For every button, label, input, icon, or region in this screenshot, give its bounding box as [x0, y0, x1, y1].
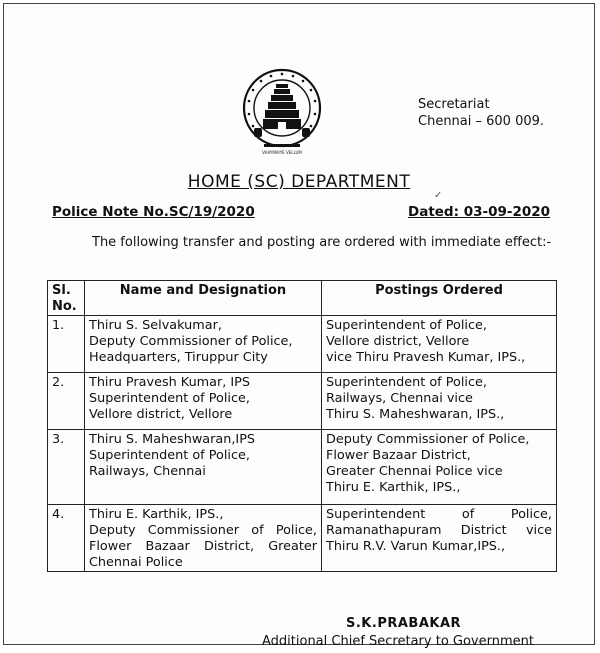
- sl-cell: 3.: [48, 430, 85, 505]
- table-row: [48, 316, 557, 373]
- table-row: [48, 505, 557, 572]
- department-title: [4, 172, 594, 192]
- name-cell: Thiru S. Maheshwaran,IPS Superintendent of Police, Railways, Chennai: [85, 430, 322, 505]
- posting-cell: Superintendent of Police, Vellore district, Vellore vice Thiru Pravesh Kumar, IPS.,: [322, 316, 557, 373]
- col-header-name: Name and Designation: [85, 281, 322, 316]
- document-page: [3, 3, 595, 649]
- name-cell: Thiru Pravesh Kumar, IPS Superintendent of Police, Vellore district, Vellore: [85, 373, 322, 430]
- city-pincode-line: Chennai – 600 009.: [418, 114, 545, 129]
- col-header-sl-no: Sl. No.: [48, 281, 85, 316]
- department-title-text: HOME (SC) DEPARTMENT: [187, 172, 411, 192]
- posting-cell: Superintendent of Police, Ramanathapuram District vice Thiru R.V. Varun Kumar,IPS.,: [322, 505, 557, 572]
- secretariat-line: Secretariat: [418, 97, 490, 112]
- emblem-gopuram: [263, 84, 301, 129]
- emblem-motto-band: [264, 144, 300, 147]
- sl-cell: 1.: [48, 316, 85, 373]
- name-cell: Thiru E. Karthik, IPS., Deputy Commissioner of Police, Flower Bazaar District, Greater Chennai Police: [85, 505, 322, 572]
- sl-cell: 2.: [48, 373, 85, 430]
- police-note-number: Police Note No.SC/19/2020: [52, 204, 255, 220]
- transfer-orders-table: [47, 280, 557, 572]
- table-row: [48, 430, 557, 505]
- address-block: [418, 96, 544, 130]
- intro-paragraph: The following transfer and posting are ordered with immediate effect:-: [92, 235, 552, 250]
- col-header-postings: Postings Ordered: [322, 281, 557, 316]
- signatory-designation: Additional Chief Secretary to Government: [262, 634, 534, 649]
- sl-cell: 4.: [48, 505, 85, 572]
- posting-cell: Superintendent of Police, Railways, Chennai vice Thiru S. Maheshwaran, IPS.,: [322, 373, 557, 430]
- table-row: [48, 373, 557, 430]
- signatory-name: S.K.PRABAKAR: [346, 616, 462, 631]
- tamilnadu-emblem: [240, 66, 324, 156]
- posting-cell: Deputy Commissioner of Police, Flower Bazaar District, Greater Chennai Police vice Thiru E. Karthik, IPS.,: [322, 430, 557, 505]
- pen-mark: ✓: [434, 190, 443, 201]
- table-header-row: [48, 281, 557, 316]
- date-line: Dated: 03-09-2020: [408, 204, 551, 220]
- emblem-motto: VAAYMAIYE VELLUM: [262, 150, 302, 155]
- name-cell: Thiru S. Selvakumar, Deputy Commissioner of Police, Headquarters, Tiruppur City: [85, 316, 322, 373]
